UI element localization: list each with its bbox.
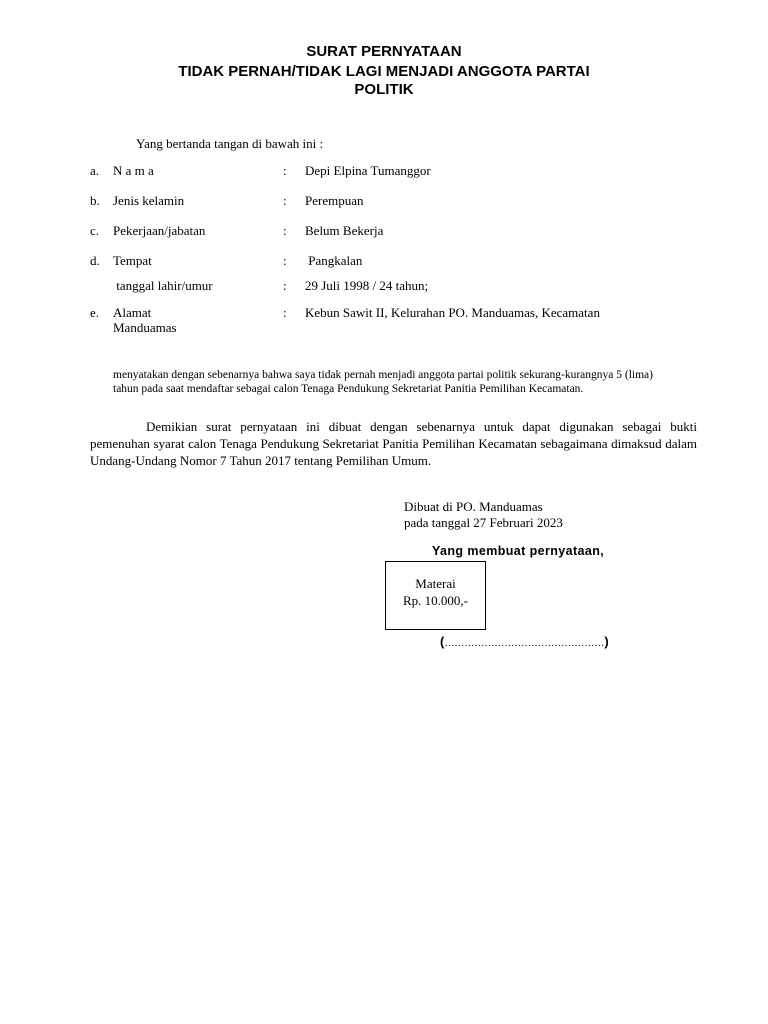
field-colon: :	[283, 163, 287, 178]
field-label: Pekerjaan/jabatan	[113, 223, 206, 238]
field-colon: :	[283, 305, 287, 320]
field-label: Alamat	[113, 305, 152, 320]
field-label: Jenis kelamin	[113, 193, 185, 208]
place-text: Dibuat di PO. Manduamas	[404, 499, 543, 514]
field-colon: :	[283, 223, 287, 238]
field-colon: :	[283, 193, 287, 208]
document-title: SURAT PERNYATAAN	[306, 43, 462, 60]
signature-close-paren: )	[604, 634, 609, 649]
field-colon: :	[283, 253, 287, 268]
stamp-label: Materai	[415, 576, 456, 591]
field-label: N a m a	[113, 163, 154, 178]
closing-paragraph: Demikian surat pernyataan ini dibuat dengan sebenarnya untuk dapat digunakan sebagai bukti pemenuhan syarat calon Tenaga Pendukung Sekretariat Panitia Pemilihan Kecamatan sebagaimana dimaksud dalam Undang-Undang Nomor 7 Tahun 2017 tentang Pemilihan Umum.	[90, 419, 697, 468]
field-letter: c.	[90, 223, 100, 238]
date-text: pada tanggal 27 Februari 2023	[404, 515, 563, 530]
document-subtitle-line2: POLITIK	[354, 81, 414, 98]
intro-text: Yang bertanda tangan di bawah ini :	[136, 136, 324, 151]
field-letter: b.	[90, 193, 100, 208]
signature-line	[440, 634, 609, 650]
field-value: Depi Elpina Tumanggor	[305, 163, 431, 178]
field-label: tanggal lahir/umur	[113, 278, 213, 293]
field-value: Kebun Sawit II, Kelurahan PO. Manduamas, Kecamatan	[305, 305, 600, 320]
document-subtitle-line1: TIDAK PERNAH/TIDAK LAGI MENJADI ANGGOTA PARTAI	[178, 63, 590, 80]
field-label-continuation: Manduamas	[113, 320, 177, 335]
field-value: Belum Bekerja	[305, 223, 384, 238]
stamp-box	[385, 561, 486, 630]
signature-dots: …………………………………………	[444, 638, 605, 649]
stamp-amount: Rp. 10.000,-	[403, 593, 468, 608]
maker-label: Yang membuat pernyataan,	[432, 544, 605, 558]
field-value: Pangkalan	[305, 253, 363, 268]
field-value: 29 Juli 1998 / 24 tahun;	[305, 278, 429, 293]
field-value: Perempuan	[305, 193, 364, 208]
field-letter: d.	[90, 253, 100, 268]
field-letter: e.	[90, 305, 100, 320]
statement-paragraph: menyatakan dengan sebenarnya bahwa saya tidak pernah menjadi anggota partai politik sekurang-kurangnya 5 (lima) tahun pada saat mendaftar sebagai calon Tenaga Pendukung Sekretariat Panitia Pemilihan Kecamatan.	[113, 369, 653, 395]
field-letter: a.	[90, 163, 100, 178]
field-label: Tempat	[113, 253, 152, 268]
signature-open-paren: (	[440, 634, 445, 649]
field-colon: :	[283, 278, 287, 293]
